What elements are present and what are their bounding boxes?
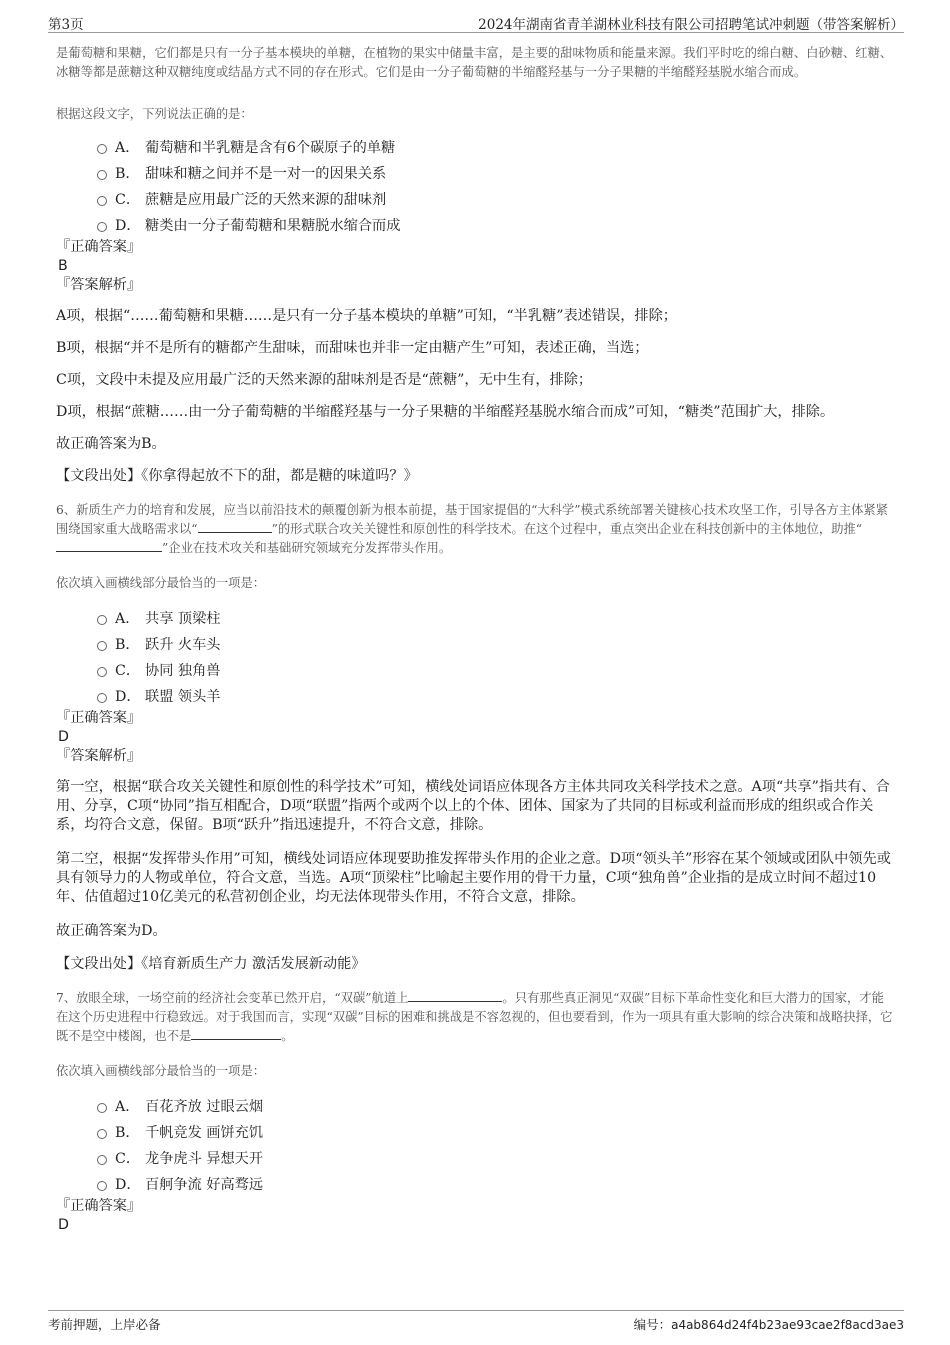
q7-stem: 7、放眼全球，一场空前的经济社会变革已然开启，“双碳”航道上 。只有那些真正洞见“双碳”目标下革命性变化和巨大潜力的国家，才能在这个历史进程中行稳致远。对于我国而言，实现“双碳”目标的困难和挑战是不容忽视的，但也要看到，作为一项具有重大影响的综合决策和战略抉择，它既不是空中楼阁，也不是 。 [56,991,893,1043]
radio-icon[interactable] [97,144,107,154]
q7-option-d[interactable]: D． 百舸争流 好高骛远 [56,1173,896,1199]
q5-option-d[interactable]: D． 糖类由一分子葡萄糖和果糖脱水缩合而成 [56,214,896,240]
q7-prompt: 依次填入画横线部分最恰当的一项是： [56,1064,266,1078]
q6-option-c[interactable]: C． 协同 独角兽 [56,659,896,685]
q5-conclusion: 故正确答案为B。 [56,436,166,452]
q5-source: 【文段出处】《你拿得起放不下的甜，都是糖的味道吗？》 [56,468,418,484]
page-number: 第3页 [48,17,84,33]
blank-2 [56,539,162,552]
q6-answer: D [58,729,69,745]
q5-answer-label: 『正确答案』 [56,239,142,255]
page-header [48,10,904,33]
radio-icon[interactable] [97,1129,107,1139]
q7-options [56,1095,896,1199]
footer-slogan: 考前押题，上岸必备 [48,1317,161,1332]
q6-analysis-label: 『答案解析』 [56,748,142,764]
q6-analysis-2: 第二空，根据“发挥带头作用”可知，横线处词语应体现要助推发挥带头作用的企业之意。D项“领头羊”形容在某个领域或团队中领先或具有领导力的人物或单位，符合文意，当选。A项“顶梁柱”比喻起主要作用的骨干力量，C项“独角兽”企业指的是成立时间不超过10年、估值超过10亿美元的私营初创企业，均无法体现带头作用，不符合文意，排除。 [56,851,891,905]
radio-icon[interactable] [97,196,107,206]
radio-icon[interactable] [97,1103,107,1113]
q6-analysis-1: 第一空，根据“联合攻关关键性和原创性的科学技术”可知，横线处词语应体现各方主体共同攻关科学技术之意。A项“共享”指共有、合用、分享，C项“协同”指互相配合，D项“联盟”指两个或两个以上的个体、团体、国家为了共同的目标或利益而形成的组织或合作关系，均符合文意，保留。B项“跃升”指迅速提升，不符合文意，排除。 [56,779,890,833]
radio-icon[interactable] [97,1181,107,1191]
radio-icon[interactable] [97,693,107,703]
document-title: 2024年湖南省青羊湖林业科技有限公司招聘笔试冲刺题（带答案解析） [478,17,904,33]
page-footer [48,1310,904,1335]
q6-source: 【文段出处】《培育新质生产力 激活发展新动能》 [56,956,366,972]
q7-option-c[interactable]: C． 龙争虎斗 异想天开 [56,1147,896,1173]
q6-option-b[interactable]: B． 跃升 火车头 [56,633,896,659]
radio-icon[interactable] [97,667,107,677]
q7-answer: D [58,1217,69,1233]
q5-prompt: 根据这段文字，下列说法正确的是： [56,107,253,121]
q5-analysis-label: 『答案解析』 [56,277,142,293]
q6-prompt: 依次填入画横线部分最恰当的一项是： [56,576,266,590]
q7-option-b[interactable]: B． 千帆竞发 画饼充饥 [56,1121,896,1147]
q5-passage: 是葡萄糖和果糖，它们都是只有一分子基本模块的单糖，在植物的果实中储量丰富，是主要的甜味物质和能量来源。我们平时吃的绵白糖、白砂糖、红糖、冰糖等都是蔗糖这种双糖纯度或结晶方式不同的存在形式。它们是由一分子葡萄糖的半缩醛羟基与一分子果糖的半缩醛羟基脱水缩合而成。 [56,46,893,79]
blank-1 [198,520,272,533]
radio-icon[interactable] [97,615,107,625]
q5-options [56,136,896,240]
q6-conclusion: 故正确答案为D。 [56,923,167,939]
q5-analysis-c: C项，文段中未提及应用最广泛的天然来源的甜味剂是否是“蔗糖”，无中生有，排除； [56,372,593,388]
document-body [56,44,896,1235]
blank-2 [191,1027,281,1040]
q5-analysis-a: A项，根据“……葡萄糖和果糖……是只有一分子基本模块的单糖”可知，“半乳糖”表述错误，排除； [56,308,677,324]
q5-analysis-b: B项，根据“并不是所有的糖都产生甜味，而甜味也并非一定由糖产生”可知，表述正确，当选； [56,340,649,356]
q5-answer: B [58,258,68,274]
q6-options [56,607,896,711]
q6-option-a[interactable]: A． 共享 顶梁柱 [56,607,896,633]
radio-icon[interactable] [97,170,107,180]
radio-icon[interactable] [97,641,107,651]
radio-icon[interactable] [97,1155,107,1165]
q7-answer-label: 『正确答案』 [56,1198,142,1214]
blank-1 [408,989,502,1002]
q5-option-c[interactable]: C． 蔗糖是应用最广泛的天然来源的甜味剂 [56,188,896,214]
document-code: 编号：a4ab864d24f4b23ae93cae2f8acd3ae3 [633,1317,904,1332]
q5-analysis-d: D项，根据“蔗糖……由一分子葡萄糖的半缩醛羟基与一分子果糖的半缩醛羟基脱水缩合而成”可知，“糖类”范围扩大，排除。 [56,404,835,420]
q6-option-d[interactable]: D． 联盟 领头羊 [56,685,896,711]
radio-icon[interactable] [97,222,107,232]
q7-option-a[interactable]: A． 百花齐放 过眼云烟 [56,1095,896,1121]
q5-option-b[interactable]: B． 甜味和糖之间并不是一对一的因果关系 [56,162,896,188]
q5-option-a[interactable]: A． 葡萄糖和半乳糖是含有6个碳原子的单糖 [56,136,896,162]
q6-answer-label: 『正确答案』 [56,710,142,726]
q6-stem: 6、新质生产力的培育和发展，应当以前沿技术的颠覆创新为根本前提，基于国家提倡的“大科学”模式系统部署关键核心技术攻坚工作，引导各方主体紧紧围绕国家重大战略需求以“ ”的形式联合攻关关键性和原创性的科学技术。在这个过程中，重点突出企业在科技创新中的主体地位，助推“”企业在技术攻关和基础研究领域充分发挥带头作用。 [56,503,888,555]
